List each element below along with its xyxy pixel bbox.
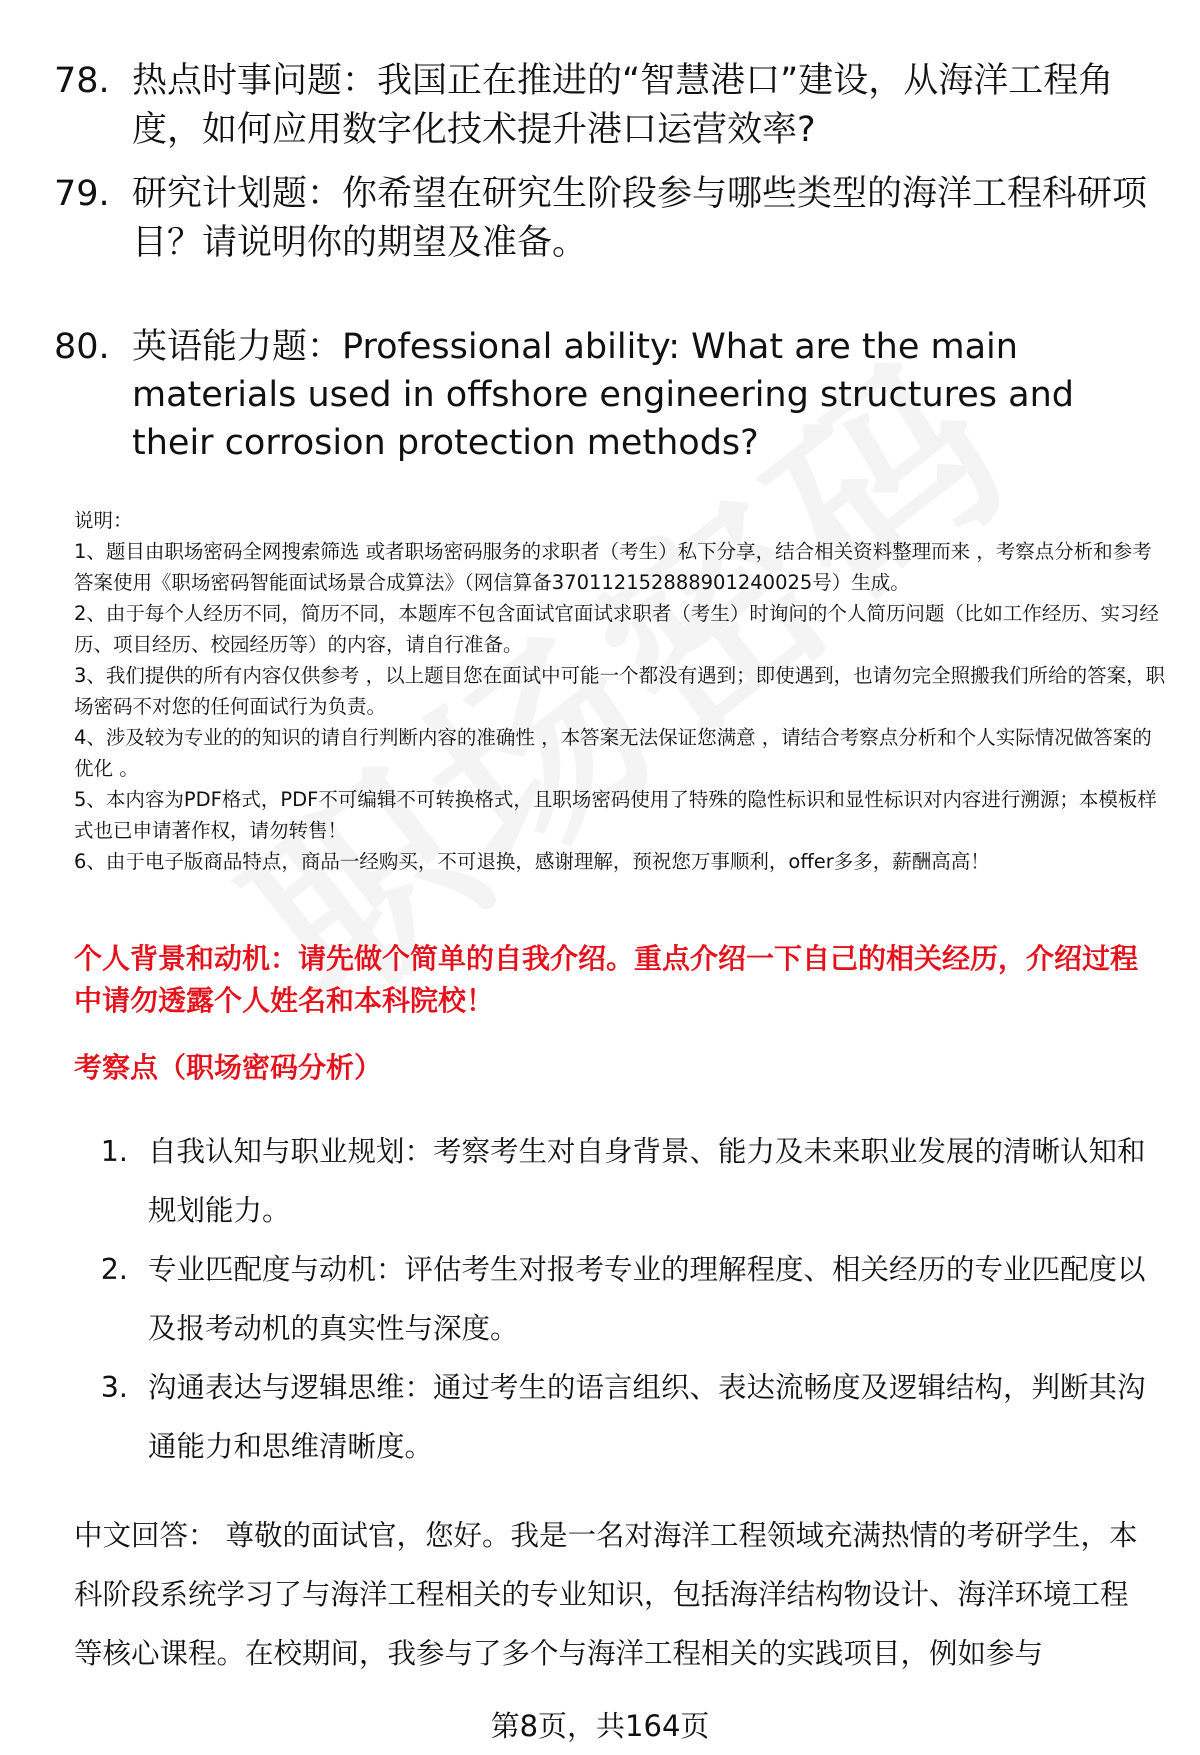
question-number: 78. <box>54 61 110 101</box>
question-text: 热点时事问题：我国正在推进的“智慧港口”建设，从海洋工程角度，如何应用数字化技术提升港口运营效率? <box>132 61 1114 150</box>
question-78 <box>54 57 1154 155</box>
point-number: 3. <box>100 1371 128 1404</box>
note-item: 6、由于电子版商品特点，商品一经购买，不可退换，感谢理解，预祝您万事顺利，offer多多，薪酬高高！ <box>74 850 990 873</box>
point-text: 专业匹配度与动机：评估考生对报考专业的理解程度、相关经历的专业匹配度以及报考动机的真实性与深度。 <box>148 1253 1146 1345</box>
list-item <box>74 1122 1154 1240</box>
point-text: 沟通表达与逻辑思维：通过考生的语言组织、表达流畅度及逻辑结构，判断其沟通能力和思维清晰度。 <box>148 1371 1146 1463</box>
note-item: 4、涉及较为专业的的知识的请自行判断内容的准确性 ，本答案无法保证您满意 ，请结合考察点分析和个人实际情况做答案的优化 。 <box>74 726 1152 780</box>
note-item: 1、题目由职场密码全网搜索筛选 或者职场密码服务的求职者（考生）私下分享，结合相关资料整理而来 ，考察点分析和参考答案使用《职场密码智能面试场景合成算法》（网信算备370112152888901240025号）生成。 <box>74 540 1152 594</box>
section-question: 个人背景和动机：请先做个简单的自我介绍。重点介绍一下自己的相关经历，介绍过程中请勿透露个人姓名和本科院校！ <box>74 942 1139 1017</box>
question-79 <box>54 170 1154 268</box>
list-item <box>74 1240 1154 1358</box>
question-number: 79. <box>54 174 110 214</box>
question-text: 研究计划题：你希望在研究生阶段参与哪些类型的海洋工程科研项目？请说明你的期望及准备。 <box>132 174 1148 263</box>
notes-section <box>74 505 1166 877</box>
question-80 <box>54 323 1154 467</box>
notes-title: 说明： <box>74 509 133 532</box>
question-text: 英语能力题：Professional ability: What are the main materials used in offshore engineering structures and their corrosion protection methods? <box>132 327 1074 463</box>
question-number: 80. <box>54 327 110 367</box>
answer-text: 中文回答： 尊敬的面试官，您好。我是一名对海洋工程领域充满热情的考研学生，本科阶段系统学习了与海洋工程相关的专业知识，包括海洋结构物设计、海洋环境工程等核心课程。在校期间，我参与了多个与海洋工程相关的实践项目，例如参与 <box>74 1519 1138 1670</box>
point-text: 自我认知与职业规划：考察考生对自身背景、能力及未来职业发展的清晰认知和规划能力。 <box>148 1135 1146 1227</box>
note-item: 2、由于每个人经历不同，简历不同，本题库不包含面试官面试求职者（考生）时询问的个人简历问题（比如工作经历、实习经历、项目经历、校园经历等）的内容，请自行准备。 <box>74 602 1159 656</box>
list-item <box>74 1358 1154 1476</box>
section-points-title: 考察点（职场密码分析） <box>74 1051 383 1084</box>
note-item: 3、我们提供的所有内容仅供参考 ，以上题目您在面试中可能一个都没有遇到；即使遇到，也请勿完全照搬我们所给的答案，职场密码不对您的任何面试行为负责。 <box>74 664 1166 718</box>
points-list <box>74 1122 1154 1476</box>
note-item: 5、本内容为PDF格式，PDF不可编辑不可转换格式，且职场密码使用了特殊的隐性标识和显性标识对内容进行溯源；本模板样式也已申请著作权，请勿转售！ <box>74 788 1157 842</box>
point-number: 2. <box>100 1253 128 1286</box>
point-number: 1. <box>100 1135 128 1168</box>
page-number: 第8页，共164页 <box>490 1709 710 1743</box>
